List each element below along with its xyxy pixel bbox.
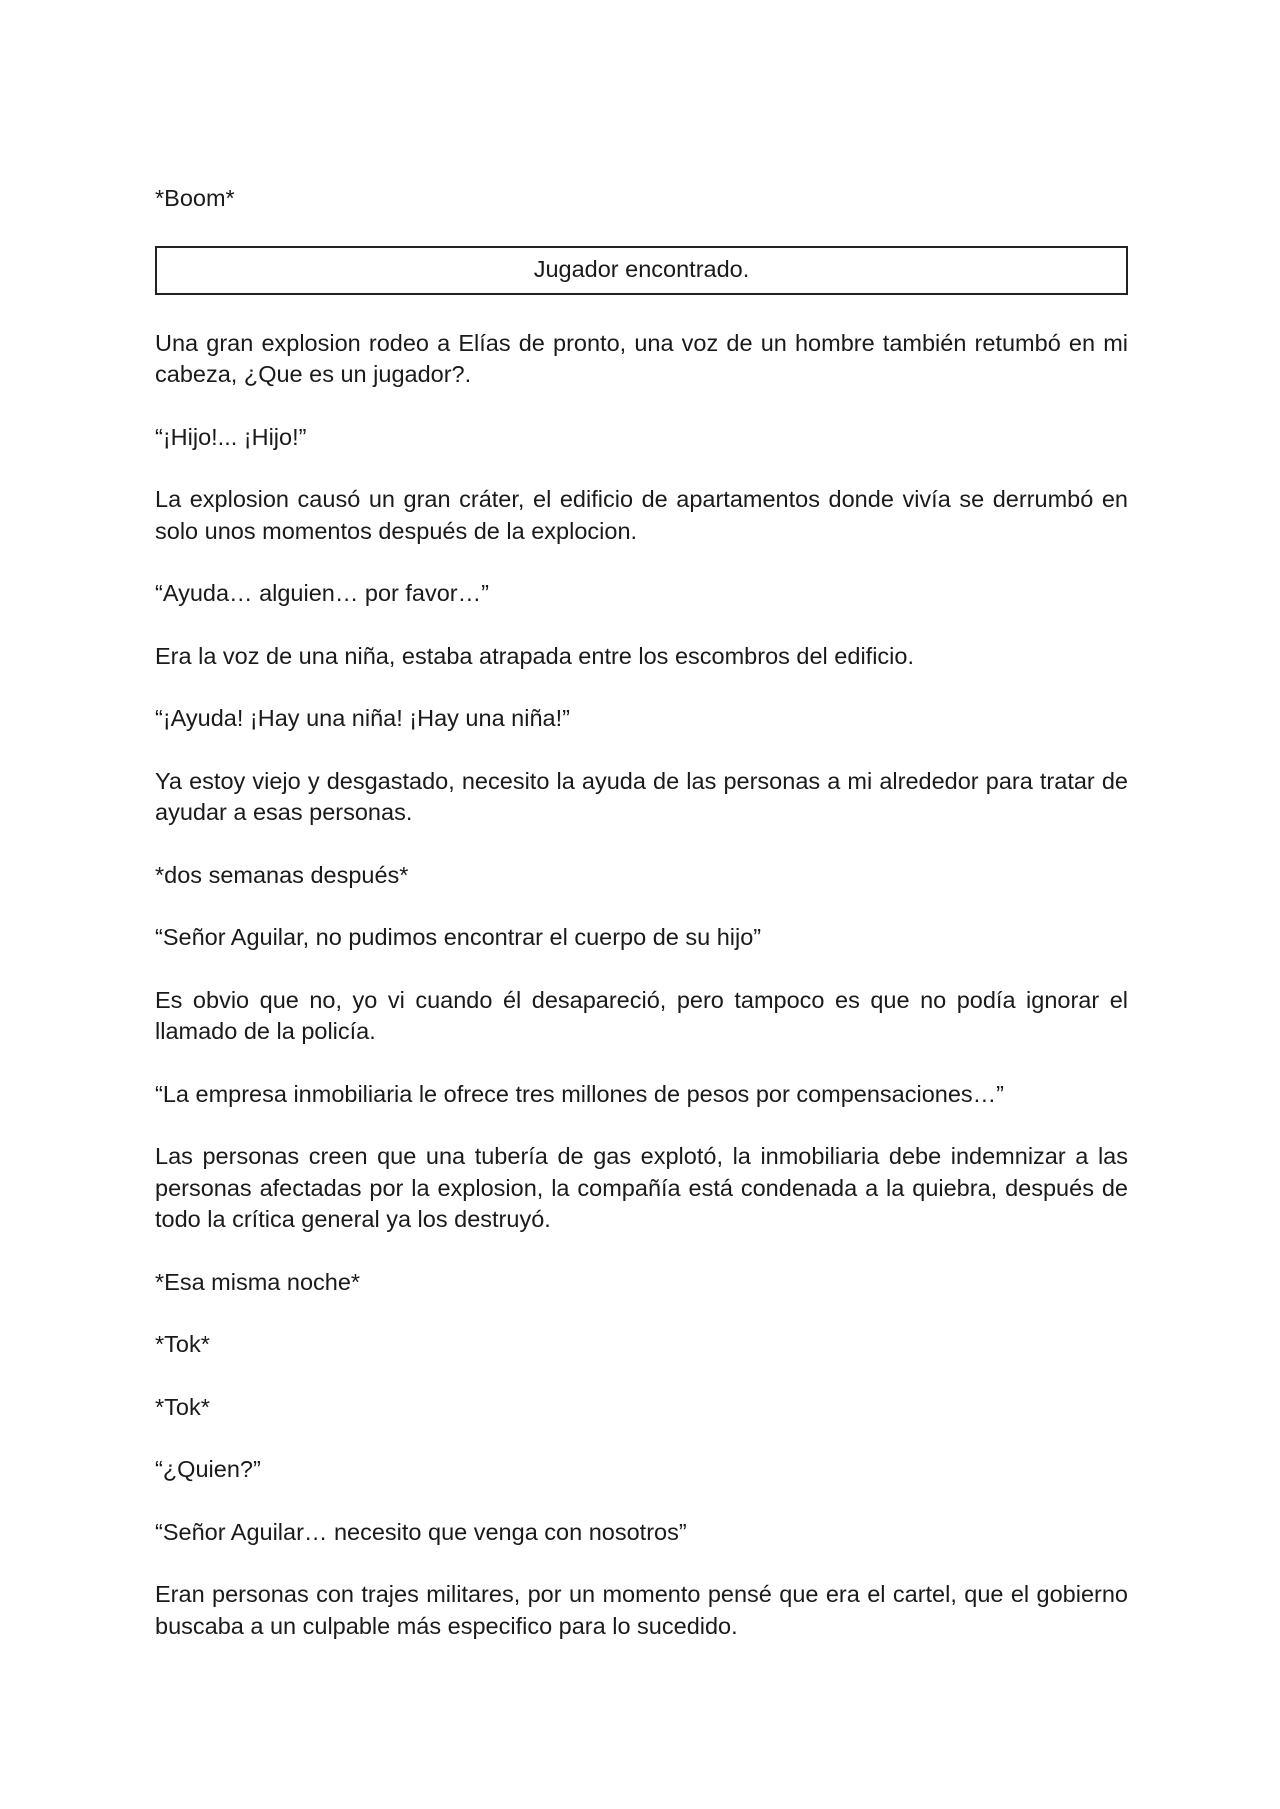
dialogue-line: “Señor Aguilar… necesito que venga con nosotros” [155,1518,687,1545]
sound-effect: *Tok* [155,1393,210,1420]
scene-break: *dos semanas después* [155,861,409,888]
dialogue-line: “¡Ayuda! ¡Hay una niña! ¡Hay una niña!” [155,705,570,731]
paragraph: Eran personas con trajes militares, por un momento pensé que era el cartel, que el gobierno buscaba a un culpable más especifico para lo sucedido. [155,1581,1128,1639]
system-message-text: Jugador encontrado. [533,256,750,283]
dialogue-line: “Ayuda… alguien… por favor…” [155,580,489,606]
paragraph: La explosion causó un gran cráter, el edificio de apartamentos donde vivía se derrumbó en solo unos momentos después de la explocion. [155,486,1128,544]
paragraph: Una gran explosion rodeo a Elías de pronto, una voz de un hombre también retumbó en mi cabeza, ¿Que es un jugador?. [155,329,1128,387]
paragraph: Es obvio que no, yo vi cuando él desapareció, pero tampoco es que no podía ignorar el llamado de la policía. [155,986,1128,1044]
paragraph: Era la voz de una niña, estaba atrapada entre los escombros del edificio. [155,642,914,669]
paragraph: Las personas creen que una tubería de gas explotó, la inmobiliaria debe indemnizar a las personas afectadas por la explosion, la compañía está condenada a la quiebra, después de todo la crítica general ya los destruyó. [155,1143,1128,1232]
dialogue-line: “La empresa inmobiliaria le ofrece tres millones de pesos por compensaciones…” [155,1080,1005,1107]
dialogue-line: “¡Hijo!... ¡Hijo!” [155,423,307,450]
system-message-box [155,246,1128,295]
sound-effect: *Tok* [155,1331,210,1357]
dialogue-line: “Señor Aguilar, no pudimos encontrar el cuerpo de su hijo” [155,924,762,950]
sound-effect-boom: *Boom* [155,185,235,211]
dialogue-line: “¿Quien?” [155,1456,261,1482]
paragraph: Ya estoy viejo y desgastado, necesito la ayuda de las personas a mi alrededor para tratar de ayudar a esas personas. [155,767,1128,825]
document-page [155,183,1128,1673]
scene-break: *Esa misma noche* [155,1268,361,1295]
